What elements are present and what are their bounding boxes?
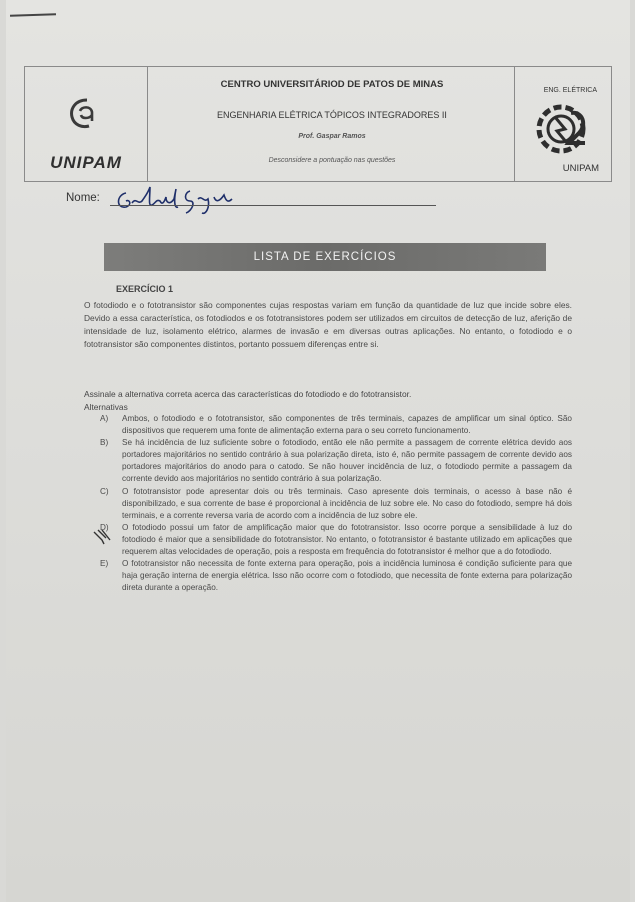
emblem-cell bbox=[514, 67, 611, 181]
alternative-text: O fototransistor não necessita de fonte externa para operação, pois a incidência luminosa é condição suficiente para que haja geração interna de energia elétrica. Isso não ocorre com o fotodiodo, que necessita de fonte externa para polarização direta durante a operação. bbox=[122, 559, 572, 593]
name-label: Nome: bbox=[66, 192, 100, 204]
emblem-bottom-text: UNIPAM bbox=[562, 163, 599, 174]
alternatives-list bbox=[100, 413, 572, 594]
emblem-top-text: ENG. ELÉTRICA bbox=[543, 87, 597, 94]
section-banner: LISTA DE EXERCÍCIOS bbox=[104, 243, 546, 271]
logo-cell bbox=[25, 67, 148, 181]
electrical-engineering-emblem-icon bbox=[525, 97, 597, 163]
alternative-e[interactable] bbox=[100, 558, 572, 594]
logo-text: UNIPAM bbox=[50, 153, 122, 172]
alternative-letter: B) bbox=[100, 438, 109, 448]
scoring-note: Desconsidere a pontuação nas questões bbox=[268, 157, 396, 164]
pen-check-mark-icon bbox=[92, 528, 118, 548]
alternative-c[interactable] bbox=[100, 486, 572, 522]
document-page bbox=[6, 0, 630, 902]
alternative-text: O fotodiodo possui um fator de amplificação maior que do fototransistor. Isso ocorre porque a sensibilidade à luz do fotodiodo é maior que a sensibilidade do fototransistor. No entanto, o fototransistor é bastante utilizado em aplicações que requerem altas velocidades de operação, pois a resposta em frequência do fototransistor é melhor que a do fotodiodo. bbox=[122, 522, 572, 557]
unipam-logo-icon bbox=[67, 97, 107, 131]
exercise-question: Assinale a alternativa correta acerca das características do fotodiodo e do fototransistor. bbox=[84, 389, 412, 399]
handwritten-signature bbox=[112, 183, 242, 217]
alternative-letter: D) bbox=[100, 522, 109, 532]
alternative-letter: C) bbox=[100, 486, 109, 496]
pen-mark bbox=[10, 13, 56, 17]
alternatives-label: Alternativas bbox=[84, 402, 128, 412]
exercise-title: EXERCÍCIO 1 bbox=[116, 284, 174, 294]
alternative-letter: A) bbox=[100, 414, 109, 423]
alternative-text: Se há incidência de luz suficiente sobre o fotodiodo, então ele não permite a passagem de corrente elétrica devido aos portadores majoritários no sentido contrário à sua polarização direta, isto é, não permite passagem de corrente devido aos portadores majoritários do anodo para o catodo. Se não houver incidência de luz, o fotodiodo permite a passagem da corrente devido aos majoritários no sentido contrário à sua polarização. bbox=[122, 438, 572, 484]
exercise-intro: O fotodiodo e o fototransistor são componentes cujas respostas variam em função da quantidade de luz que incide sobre eles. Devido a essa característica, os fotodiodos e os fototransistores podem ser utilizados em circuitos de detecção de luz, aferição de intensidade de luz, isolamento elétrico, alarmes de invasão e em diversas outras aplicações. No entanto, o fotodiodo e o fototransistor são componentes distintos, portanto possuem diferenças entre si. bbox=[84, 300, 572, 349]
alternative-d[interactable] bbox=[100, 522, 572, 558]
alternative-b[interactable] bbox=[100, 437, 572, 485]
course-name: ENGENHARIA ELÉTRICA TÓPICOS INTEGRADORES II bbox=[217, 110, 447, 120]
professor-name: Prof. Gaspar Ramos bbox=[298, 133, 366, 140]
institution-name: CENTRO UNIVERSITÁRIOD DE PATOS DE MINAS bbox=[220, 79, 444, 90]
alternative-text: Ambos, o fotodiodo e o fototransistor, são componentes de três terminais, capazes de amplificar um sinal óptico. São dispositivos que requerem uma fonte de alimentação externa para o seu correto funcionamento. bbox=[122, 414, 572, 436]
alternative-text: O fototransistor pode apresentar dois ou três terminais. Caso apresente dois terminais, o acesso à base não é disponibilizado, e sua corrente de base é proporcional à incidência de luz sobre ele. No caso do fotodiodo, sempre há dois terminais, e a corrente reversa varia de acordo com a incidência de luz sobre ele. bbox=[122, 486, 572, 520]
alternative-a[interactable] bbox=[100, 413, 572, 437]
header-table bbox=[24, 66, 612, 182]
alternative-letter: E) bbox=[100, 559, 109, 569]
name-underline bbox=[110, 205, 436, 206]
